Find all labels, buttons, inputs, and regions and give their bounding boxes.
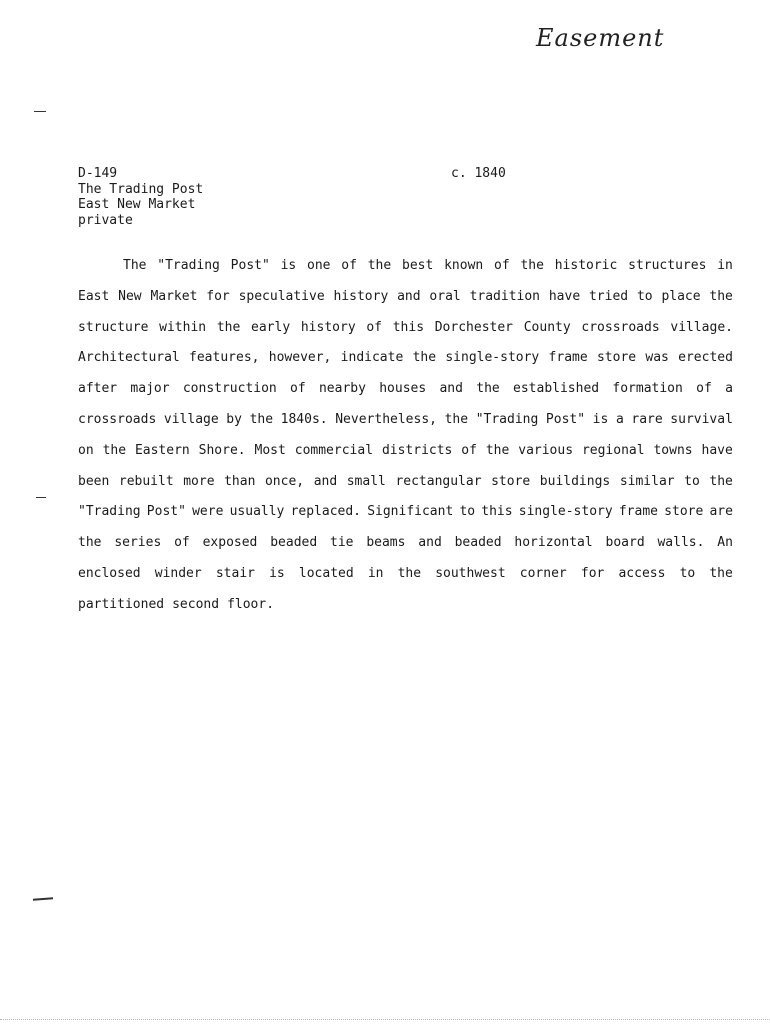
word: floor.	[227, 596, 275, 612]
paragraph-line	[78, 379, 733, 410]
word: rectangular	[395, 473, 482, 489]
word: structures	[628, 258, 707, 273]
site-location: East New Market	[78, 197, 196, 212]
paragraph-line	[78, 410, 733, 441]
word: buildings	[539, 473, 611, 489]
word: have	[548, 288, 581, 304]
word: is	[269, 565, 285, 581]
word: horizontal	[514, 535, 593, 551]
word: stair	[215, 565, 255, 581]
word: An	[717, 535, 733, 551]
site-name: The Trading Post	[78, 181, 204, 197]
word: the	[444, 411, 469, 427]
word: a	[725, 381, 733, 397]
paragraph-line	[78, 502, 733, 533]
word: crossroads	[78, 411, 157, 427]
word: Market	[150, 288, 198, 304]
word: the	[216, 319, 241, 335]
site-ownership: private	[78, 212, 133, 228]
word: the	[709, 288, 733, 304]
word: East	[78, 288, 110, 304]
word: the	[485, 442, 510, 458]
word: to	[636, 288, 653, 304]
word: store	[491, 473, 531, 489]
word: districts	[381, 442, 453, 458]
word: the	[78, 535, 102, 551]
word: towns	[653, 442, 693, 458]
word: partitioned	[78, 596, 165, 612]
word: the	[709, 565, 733, 581]
paragraph-line	[78, 287, 733, 318]
word: board	[605, 535, 645, 551]
word: commercial	[294, 442, 374, 458]
word: store	[664, 504, 704, 520]
word: "Trading	[157, 258, 220, 273]
word: one	[307, 258, 331, 273]
word: features,	[189, 350, 260, 366]
word: of	[174, 535, 190, 551]
word: New	[118, 288, 142, 304]
word: construction	[182, 381, 277, 397]
word: tradition	[469, 288, 541, 304]
word: Post"	[545, 411, 586, 427]
scan-edge-line	[0, 1019, 770, 1020]
word: tie	[330, 535, 354, 551]
word: Eastern	[134, 442, 190, 458]
word: Most	[254, 442, 286, 458]
word: of	[461, 442, 477, 458]
word: the	[412, 350, 437, 366]
word: best	[402, 258, 434, 273]
word: of	[366, 319, 383, 335]
word: survival	[670, 411, 733, 427]
word: various	[518, 442, 574, 458]
word: erected	[678, 350, 733, 366]
word: and	[397, 288, 421, 304]
word: "Trading	[475, 411, 539, 427]
word: beaded	[270, 535, 318, 551]
word: in	[717, 258, 733, 273]
paragraph-line	[78, 472, 733, 503]
word: small	[346, 473, 386, 489]
word: been	[78, 473, 110, 489]
word: was	[645, 350, 669, 366]
word: have	[701, 442, 733, 458]
word: this	[481, 504, 513, 520]
word: for	[580, 565, 605, 581]
word: rebuilt	[118, 473, 174, 489]
word: is	[592, 411, 609, 427]
word: to	[459, 504, 476, 520]
word: Post"	[146, 504, 186, 520]
word: located	[298, 565, 354, 581]
word: exposed	[202, 535, 258, 551]
word: access	[618, 565, 666, 581]
margin-mark	[34, 111, 46, 112]
word: known	[444, 258, 484, 273]
word: second	[172, 596, 220, 612]
word: however,	[268, 350, 332, 366]
word: of	[341, 258, 357, 273]
word: houses	[379, 381, 427, 397]
word: the	[709, 473, 733, 489]
paragraph-line	[78, 256, 733, 287]
description-paragraph	[78, 256, 733, 626]
word: to	[679, 565, 696, 581]
paragraph-line	[78, 441, 733, 472]
word: Nevertheless,	[335, 411, 437, 427]
word: "Trading	[78, 504, 141, 520]
word: Architectural	[78, 350, 180, 366]
word: Post"	[230, 258, 270, 273]
word: more	[183, 473, 215, 489]
word: tried	[588, 288, 629, 304]
word: after	[78, 381, 118, 397]
site-header	[78, 166, 203, 228]
margin-mark	[36, 497, 46, 498]
word: history	[300, 319, 356, 335]
word: indicate	[340, 350, 404, 366]
word: similar	[619, 473, 675, 489]
word: the	[102, 442, 127, 458]
word: walls.	[657, 535, 705, 551]
word: the	[520, 258, 544, 273]
word: early	[251, 319, 291, 335]
word: is	[280, 258, 297, 273]
word: County	[523, 319, 571, 335]
paragraph-line	[78, 318, 733, 349]
margin-mark	[33, 897, 53, 900]
word: beams	[366, 535, 406, 551]
handwritten-annotation: Easement	[536, 24, 665, 52]
word: in	[367, 565, 384, 581]
word: village.	[670, 319, 733, 335]
word: nearby	[318, 381, 366, 397]
word: history	[333, 288, 389, 304]
word: and	[439, 381, 463, 397]
word: on	[78, 442, 94, 458]
word: village	[163, 411, 219, 427]
word: Shore.	[198, 442, 246, 458]
word: the	[367, 258, 392, 273]
word: to	[684, 473, 700, 489]
word: were	[192, 504, 224, 520]
word: structure	[78, 319, 149, 335]
word: store	[596, 350, 637, 366]
paragraph-line	[78, 348, 733, 379]
word: formation	[612, 381, 683, 397]
word: single-story	[445, 350, 540, 366]
word: and	[313, 473, 338, 489]
word: for	[206, 288, 230, 304]
site-id: D-149	[78, 166, 118, 181]
word: rare	[631, 411, 663, 427]
word: this	[392, 319, 425, 335]
paragraph-line	[78, 533, 733, 564]
word: a	[615, 411, 624, 427]
word: place	[661, 288, 701, 304]
word: are	[709, 504, 733, 520]
word: beaded	[454, 535, 502, 551]
word: series	[114, 535, 162, 551]
word: Dorchester	[434, 319, 514, 335]
word: 1840s.	[280, 411, 328, 427]
word: major	[130, 381, 170, 397]
word: established	[513, 381, 600, 397]
word: the	[249, 411, 274, 427]
word: of	[494, 258, 510, 273]
word: single-story	[518, 504, 613, 520]
word: the	[397, 565, 422, 581]
word: frame	[618, 504, 658, 520]
word: usually	[229, 504, 285, 520]
word: within	[159, 319, 207, 335]
word: by	[226, 411, 242, 427]
word: regional	[581, 442, 645, 458]
word: historic	[554, 258, 618, 273]
word: than	[224, 473, 256, 489]
word: winder	[154, 565, 202, 581]
word: of	[290, 381, 306, 397]
word: and	[418, 535, 442, 551]
word: once,	[264, 473, 305, 489]
construction-date: c. 1840	[451, 166, 506, 181]
word: of	[696, 381, 712, 397]
word: oral	[429, 288, 461, 304]
word: The	[123, 258, 147, 273]
paragraph-line	[78, 595, 733, 626]
word: enclosed	[78, 565, 141, 581]
word: frame	[548, 350, 588, 366]
word: speculative	[238, 288, 325, 304]
word: southwest	[435, 565, 506, 581]
word: replaced.	[290, 504, 362, 520]
paragraph-line	[78, 564, 733, 595]
word: the	[476, 381, 500, 397]
word: Significant	[367, 504, 454, 520]
word: corner	[519, 565, 567, 581]
word: crossroads	[581, 319, 660, 335]
